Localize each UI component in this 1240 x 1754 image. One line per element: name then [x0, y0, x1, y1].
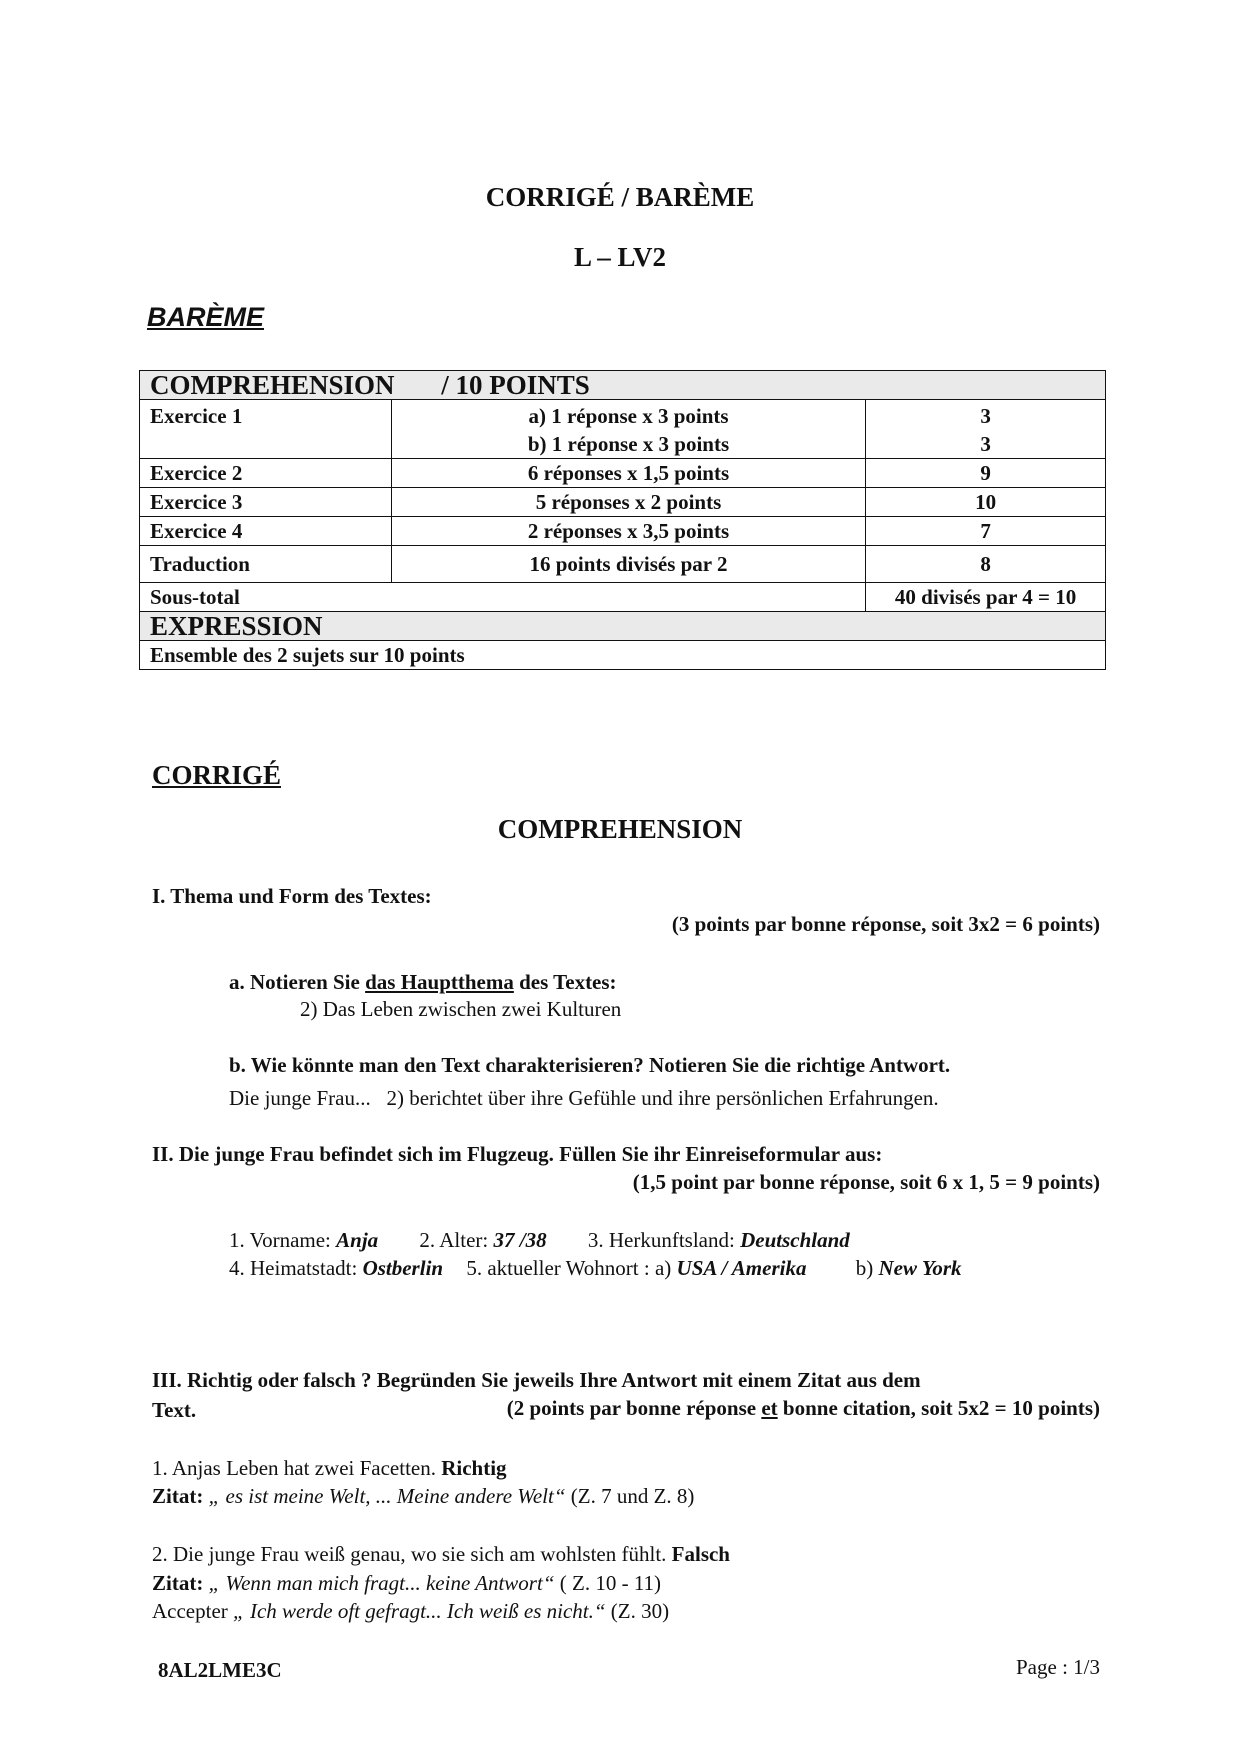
answer-value: Falsch	[671, 1542, 730, 1566]
row-value: 3	[980, 404, 991, 428]
form-label: 4. Heimatstadt:	[229, 1256, 358, 1280]
q2-points: (1,5 point par bonne réponse, soit 6 x 1, 5 = 9 points)	[632, 1170, 1100, 1194]
row-detail: a) 1 réponse x 3 points	[528, 404, 729, 428]
form-value: Deutschland	[740, 1228, 850, 1252]
quote-text: „ Ich werde oft gefragt... Ich weiß es nicht.“	[233, 1599, 606, 1623]
q3-statement-2: 2. Die junge Frau weiß genau, wo sie sich am wohlsten fühlt. Falsch	[152, 1542, 730, 1566]
bareme-table	[139, 370, 1106, 670]
subtotal-row	[140, 583, 1106, 612]
q2-line1	[229, 1228, 850, 1253]
row-detail: 6 réponses x 1,5 points	[391, 459, 865, 488]
form-value: USA / Amerika	[676, 1256, 807, 1280]
q3-accept	[152, 1599, 669, 1624]
row-detail: 5 réponses x 2 points	[391, 488, 865, 517]
comprehension-subheading: COMPREHENSION	[497, 814, 743, 844]
row-label: Exercice 1	[140, 400, 392, 459]
q1-b-answer: Die junge Frau... 2) berichtet über ihre Gefühle und ihre persönlichen Erfahrungen.	[229, 1086, 939, 1110]
quote-ref: (Z. 7 und Z. 8)	[565, 1484, 695, 1508]
comprehension-band	[140, 371, 1106, 400]
document-code: 8AL2LME3C	[158, 1658, 282, 1682]
q1-a-answer: 2) Das Leben zwischen zwei Kulturen	[300, 997, 622, 1021]
form-value: New York	[878, 1256, 962, 1280]
table-row	[140, 400, 1106, 459]
row-value: 10	[866, 488, 1106, 517]
form-label: 3. Herkunftsland:	[587, 1228, 735, 1252]
zitat-label: Zitat:	[152, 1484, 204, 1508]
corrige-heading: CORRIGÉ	[152, 760, 282, 790]
q3-title2: Text.	[152, 1398, 197, 1422]
q3-quote-2	[152, 1571, 661, 1596]
row-value: 3	[980, 432, 991, 456]
q3-statement-1: 1. Anjas Leben hat zwei Facetten. Richtig	[152, 1456, 507, 1480]
zitat-label: Zitat:	[152, 1571, 204, 1595]
expression-text: Ensemble des 2 sujets sur 10 points	[140, 641, 1106, 670]
table-row	[140, 546, 1106, 583]
expression-band	[140, 612, 1106, 641]
document-title: CORRIGÉ / BARÈME	[485, 182, 755, 212]
row-label: Exercice 3	[140, 488, 392, 517]
form-label: b)	[855, 1256, 874, 1280]
form-label: 1. Vorname:	[229, 1228, 331, 1252]
bareme-heading: BARÈME	[147, 302, 265, 332]
subtotal-value: 40 divisés par 4 = 10	[866, 583, 1106, 612]
q3-quote-1	[152, 1484, 694, 1509]
form-label: 2. Alter:	[419, 1228, 489, 1252]
row-value: 7	[866, 517, 1106, 546]
q1-title: I. Thema und Form des Textes:	[152, 884, 432, 908]
row-label: Traduction	[140, 546, 392, 583]
q3-title: III. Richtig oder falsch ? Begründen Sie jeweils Ihre Antwort mit einem Zitat aus dem	[152, 1368, 921, 1392]
quote-ref: ( Z. 10 - 11)	[554, 1571, 662, 1595]
q2-title: II. Die junge Frau befindet sich im Flugzeug. Füllen Sie ihr Einreiseformular aus:	[152, 1142, 883, 1166]
row-detail: b) 1 réponse x 3 points	[527, 432, 730, 456]
form-value: Anja	[336, 1228, 379, 1252]
expression-row	[140, 641, 1106, 670]
table-row	[140, 459, 1106, 488]
document-subtitle: L – LV2	[573, 242, 667, 272]
page-number: Page : 1/3	[1016, 1655, 1100, 1679]
row-value: 8	[866, 546, 1106, 583]
comprehension-points: / 10 POINTS	[441, 370, 590, 400]
table-row	[140, 488, 1106, 517]
accept-label: Accepter	[152, 1599, 228, 1623]
row-label: Exercice 2	[140, 459, 392, 488]
form-value: 37 /38	[493, 1228, 547, 1252]
table-row	[140, 517, 1106, 546]
quote-text: „ Wenn man mich fragt... keine Antwort“	[208, 1571, 555, 1595]
quote-text: „ es ist meine Welt, ... Meine andere Welt“	[208, 1484, 566, 1508]
q1-a-title: a. Notieren Sie das Hauptthema des Textes:	[229, 970, 617, 994]
subtotal-label: Sous-total	[140, 583, 866, 612]
comprehension-label: COMPREHENSION	[150, 370, 395, 400]
quote-ref: (Z. 30)	[605, 1599, 670, 1623]
row-label: Exercice 4	[140, 517, 392, 546]
row-value: 9	[866, 459, 1106, 488]
form-label: 5. aktueller Wohnort : a)	[466, 1256, 672, 1280]
q1-b-title: b. Wie könnte man den Text charakterisieren? Notieren Sie die richtige Antwort.	[229, 1053, 951, 1077]
answer-value: Richtig	[441, 1456, 507, 1480]
q1-points: (3 points par bonne réponse, soit 3x2 = 6 points)	[671, 912, 1100, 936]
main-theme-underline: das Hauptthema	[365, 970, 514, 994]
expression-label: EXPRESSION	[140, 612, 1106, 641]
row-detail: 2 réponses x 3,5 points	[391, 517, 865, 546]
form-value: Ostberlin	[362, 1256, 444, 1280]
q2-line2	[229, 1256, 962, 1281]
q3-points: (2 points par bonne réponse et bonne citation, soit 5x2 = 10 points)	[506, 1396, 1100, 1420]
et-underline: et	[761, 1396, 778, 1420]
row-detail: 16 points divisés par 2	[391, 546, 865, 583]
